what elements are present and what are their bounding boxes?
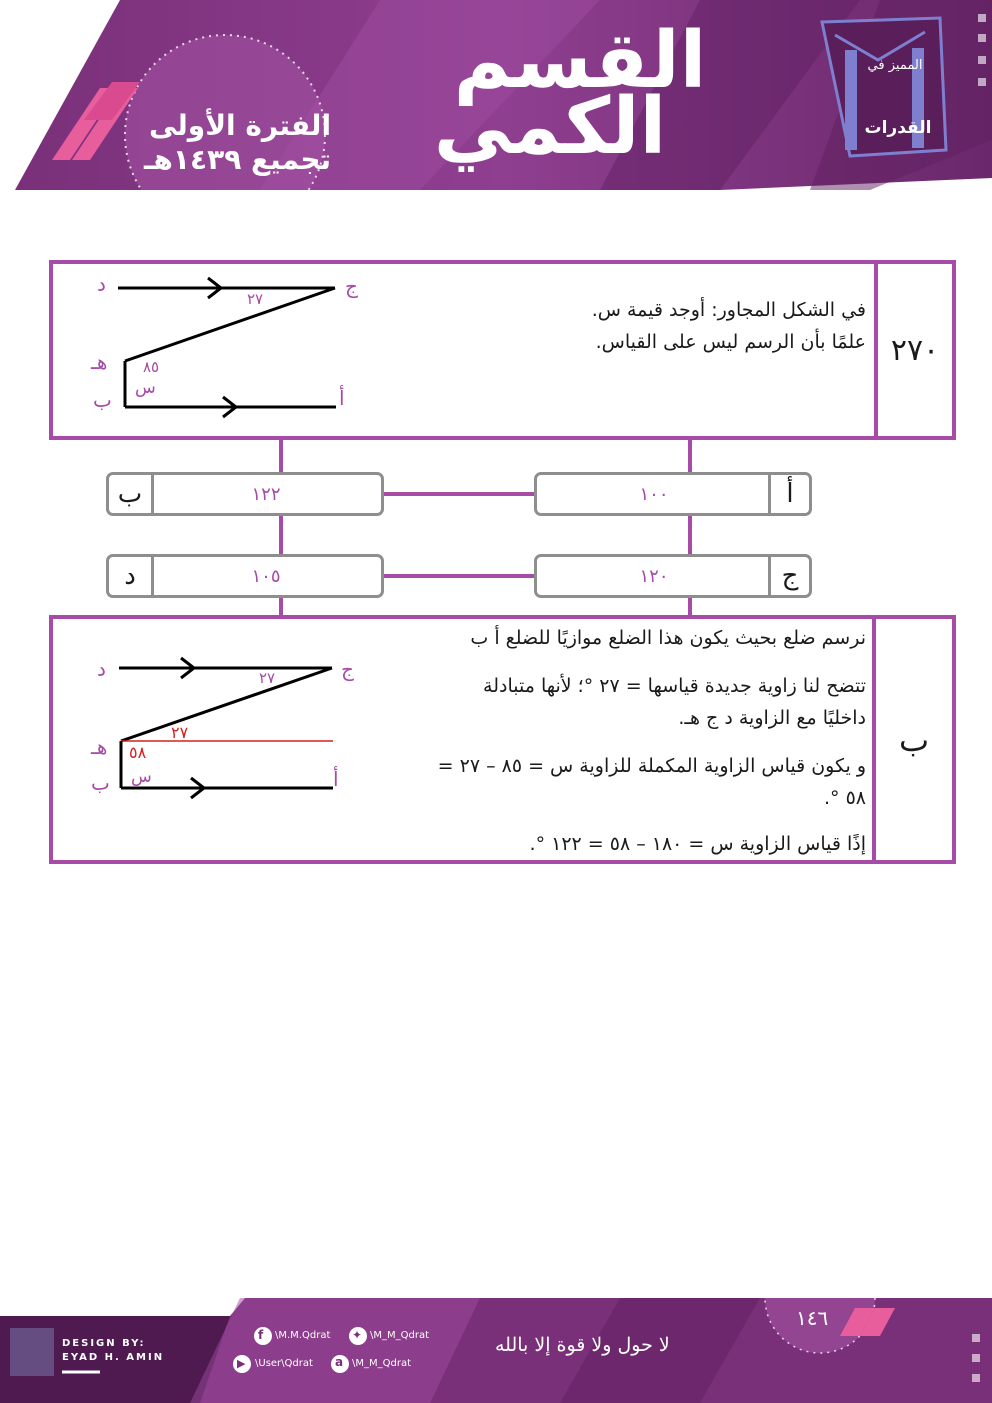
fig-angle-red: ٢٧ (171, 723, 189, 742)
question-text-line2: علمًا بأن الرسم ليس على القياس. (595, 331, 866, 353)
option-value: ١٢٠ (639, 565, 669, 587)
design-by-label: DESIGN BY: (62, 1338, 146, 1349)
fig-label-d: د (97, 272, 106, 296)
option-value: ١٢٢ (251, 483, 281, 505)
logo-subtext: المميز في (867, 58, 923, 73)
facebook-icon[interactable]: f (258, 1328, 264, 1342)
fig-label-s: س (131, 767, 152, 787)
twitter-icon[interactable]: ✦ (352, 1328, 363, 1342)
option-a[interactable] (534, 472, 812, 516)
twitter-handle[interactable]: \M_M_Qdrat (370, 1330, 430, 1341)
youtube-handle[interactable]: \User\Qdrat (255, 1358, 313, 1369)
question-number: ٢٧٠ (890, 332, 940, 368)
fig-label-d: د (97, 657, 106, 681)
solution-line3: داخليًا مع الزاوية د ج هـ. (678, 707, 866, 729)
header-period-line1: الفترة الأولى (148, 109, 332, 142)
page-number: ١٤٦ (796, 1306, 829, 1330)
option-j[interactable] (534, 554, 812, 598)
connector (384, 492, 535, 496)
page-footer (0, 1298, 992, 1403)
fig-label-j: ج (345, 274, 358, 298)
option-letter: أ (768, 475, 809, 513)
solution-line5: ٥٨ °. (823, 787, 866, 809)
answer-cell (872, 619, 952, 860)
fig-angle-h: ٨٥ (143, 358, 160, 376)
option-b[interactable] (106, 472, 384, 516)
option-value: ١٠٠ (639, 483, 669, 505)
solution-box (49, 615, 956, 864)
solution-line4: و يكون قياس الزاوية المكملة للزاوية س = ٨٥ – ٢٧ = (437, 755, 866, 777)
option-d[interactable] (106, 554, 384, 598)
fig-angle-top: ٢٧ (247, 290, 264, 308)
option-letter: د (109, 557, 154, 595)
header-title-line1: القسم (453, 16, 707, 106)
question-text-line1: في الشكل المجاور: أوجد قيمة س. (591, 299, 866, 321)
solution-line2: تتضح لنا زاوية جديدة قياسها = ٢٧ °؛ لأنها متبادلة (483, 675, 866, 697)
solution-line1: نرسم ضلع بحيث يكون هذا الضلع موازيًا للضلع أ ب (470, 627, 866, 649)
option-value: ١٠٥ (251, 565, 281, 587)
other-handle[interactable]: \M_M_Qdrat (352, 1358, 412, 1369)
fig-label-s: س (135, 378, 156, 398)
question-number-cell (874, 264, 952, 436)
fig-label-h: هـ (91, 735, 108, 759)
fig-label-j: ج (341, 657, 354, 681)
fig-label-h: هـ (91, 350, 108, 374)
facebook-handle[interactable]: \M.M.Qdrat (275, 1330, 331, 1341)
fig-label-a: أ (333, 767, 339, 791)
header-title-line2: الكمي (433, 82, 667, 172)
question-figure (83, 266, 383, 436)
answer-letter: ب (898, 720, 930, 759)
designer-name: EYAD H. AMIN (62, 1352, 165, 1363)
page-header (0, 0, 992, 190)
connector (384, 574, 535, 578)
solution-figure (87, 639, 377, 819)
fig-label-b: ب (91, 771, 110, 795)
fig-angle-top: ٢٧ (259, 669, 276, 687)
question-box (49, 260, 956, 440)
youtube-icon[interactable]: ▶ (237, 1357, 246, 1370)
logo-text: القدرات (864, 118, 932, 138)
social-icon[interactable]: a (335, 1355, 344, 1369)
fig-label-a: أ (339, 386, 345, 410)
line-jh (125, 288, 335, 361)
solution-line6: إذًا قياس الزاوية س = ١٨٠ – ٥٨ = ١٢٢ °. (529, 833, 866, 855)
calligraphy: لا حول ولا قوة إلا بالله (495, 1334, 670, 1356)
header-period-line2: تجميع ١٤٣٩هـ (143, 143, 332, 176)
option-letter: ج (768, 557, 809, 595)
option-letter: ب (109, 475, 154, 513)
fig-label-b: ب (93, 388, 112, 412)
fig-angle-58: ٥٨ (129, 743, 147, 762)
line-jh (121, 668, 332, 741)
